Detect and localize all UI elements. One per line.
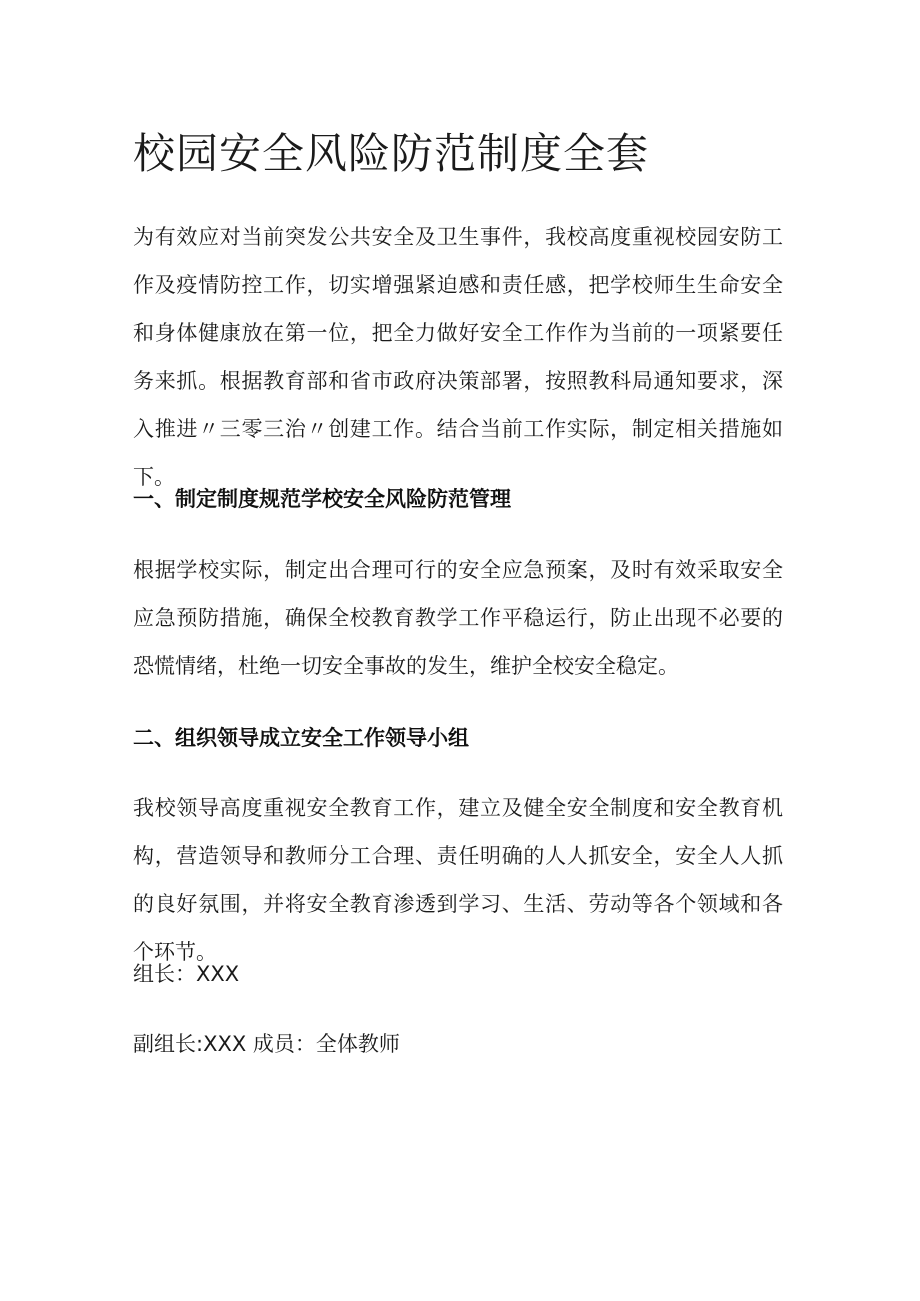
section-1-heading: 一、制定制度规范学校安全风险防范管理 bbox=[133, 487, 511, 511]
intro-paragraph: 为有效应对当前突发公共安全及卫生事件，我校高度重视校园安防工作及疫情防控工作，切实增强紧迫感和责任感，把学校师生生命安全和身体健康放在第一位，把全力做好安全工作作为当前的一项紧要任务来抓。根据教育部和省市政府决策部署，按照教科局通知要求，深入推进〃三零三治〃创建工作。结合当前工作实际，制定相关措施如下。 bbox=[133, 225, 783, 489]
deputy-line: 副组长:XXX 成员：全体教师 bbox=[133, 1032, 400, 1056]
section-1-body: 根据学校实际，制定出合理可行的安全应急预案，及时有效采取安全应急预防措施，确保全校教育教学工作平稳运行，防止出现不必要的恐慌情绪，杜绝一切安全事故的发生，维护全校安全稳定。 bbox=[133, 558, 783, 678]
section-2-heading: 二、组织领导成立安全工作领导小组 bbox=[133, 726, 469, 750]
leader-line: 组长：XXX bbox=[133, 962, 240, 986]
document-title: 校园安全风险防范制度全套 bbox=[133, 129, 650, 178]
section-2-body: 我校领导高度重视安全教育工作，建立及健全安全制度和安全教育机构，营造领导和教师分工合理、责任明确的人人抓安全，安全人人抓的良好氛围，并将安全教育渗透到学习、生活、劳动等各个领域和各个环节。 bbox=[133, 796, 783, 964]
